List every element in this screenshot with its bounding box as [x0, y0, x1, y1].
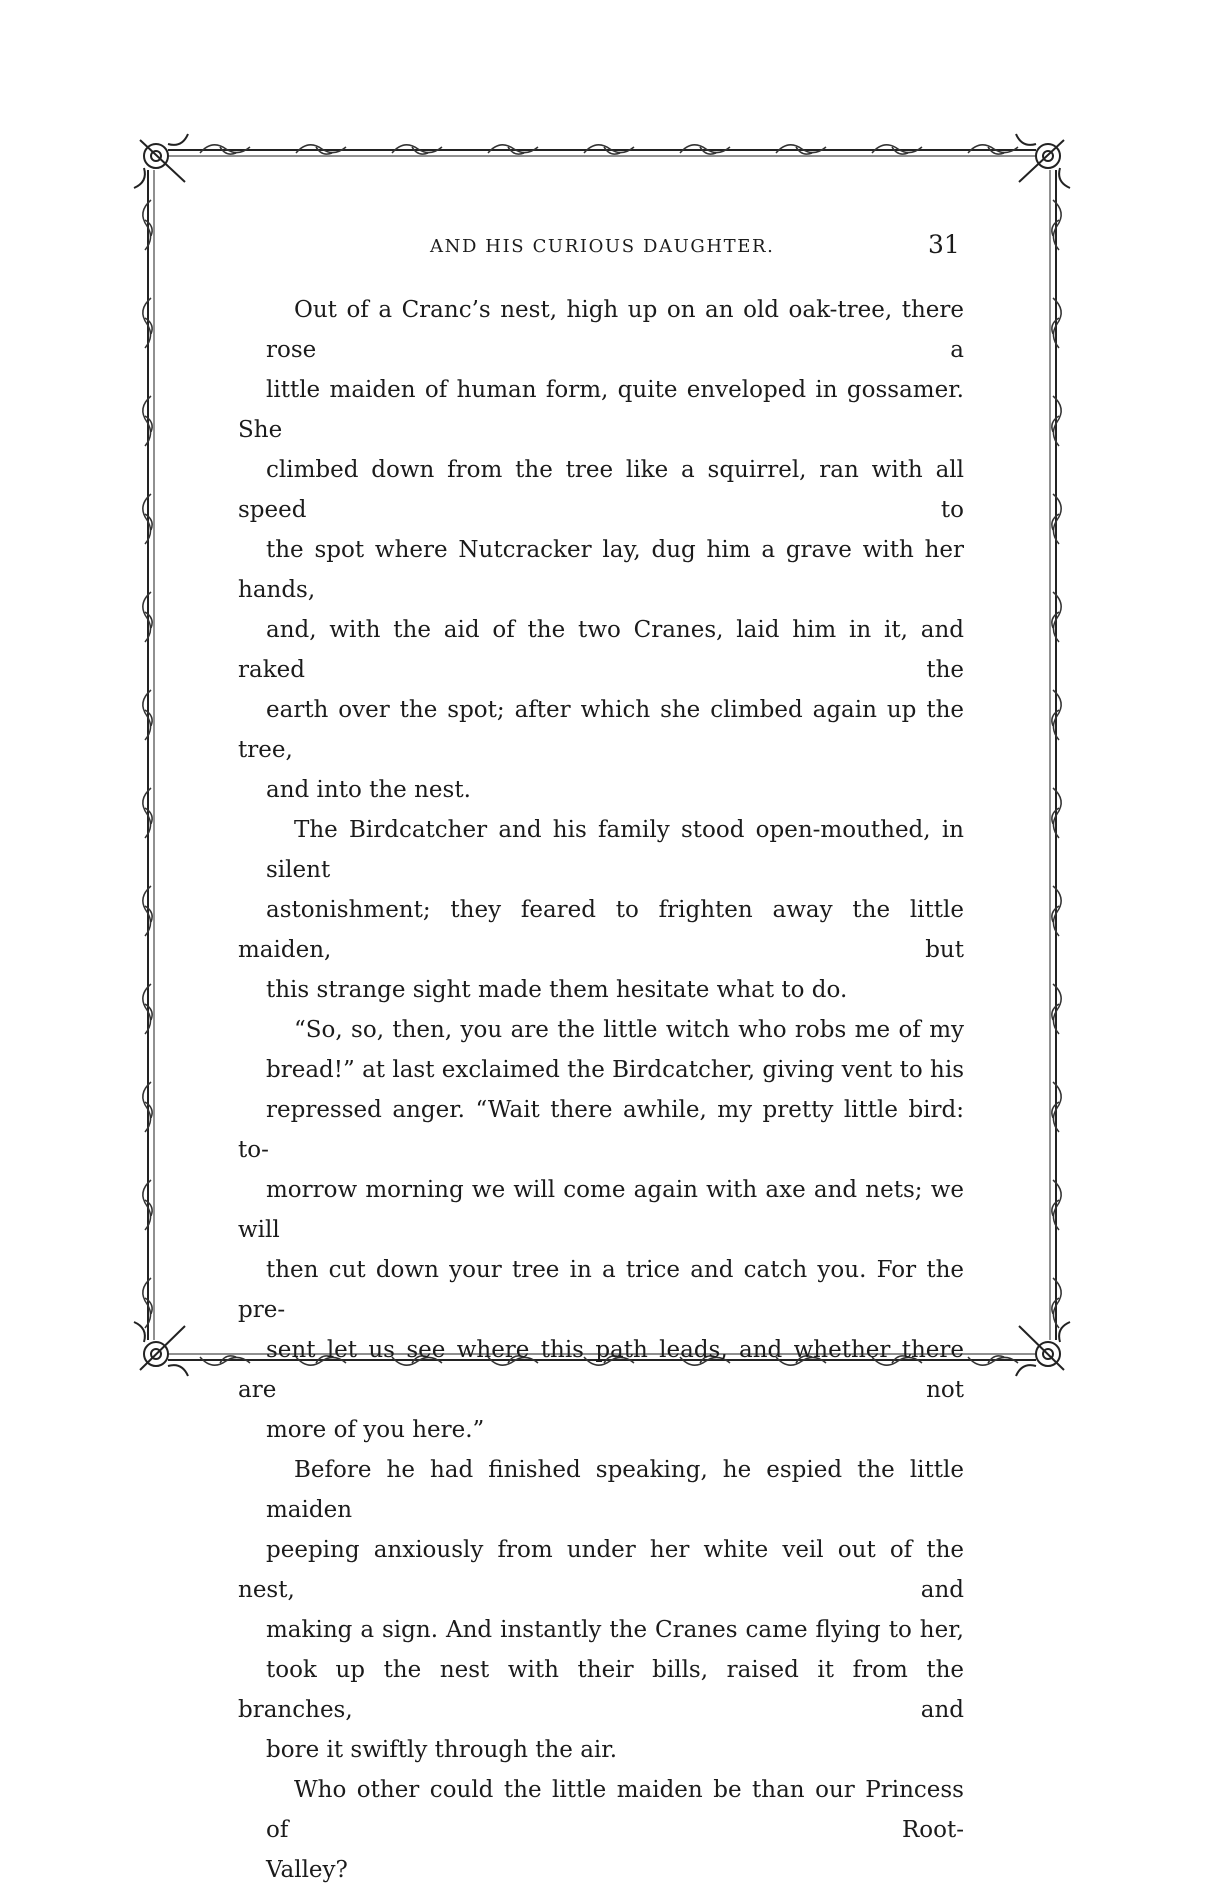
vine-ornament: [776, 145, 826, 154]
text-line: Valley?: [266, 1857, 348, 1883]
text-line: and, with the aid of the two Cranes, laid him in it, and raked the: [238, 617, 964, 683]
paragraph-4: [238, 1450, 964, 1770]
vine-ornament: [143, 592, 152, 642]
vine-ornament: [143, 788, 152, 838]
vine-ornament: [143, 1082, 152, 1132]
text-line: Before he had finished speaking, he espied the little maiden: [266, 1457, 964, 1523]
text-line: the spot where Nutcracker lay, dug him a grave with her hands,: [238, 537, 964, 603]
vine-ornament: [1052, 788, 1061, 838]
text-line: bore it swiftly through the air.: [266, 1737, 618, 1763]
text-line: took up the nest with their bills, raised it from the branches, and: [238, 1657, 964, 1723]
border-top-vines: [200, 145, 1018, 154]
text-line: then cut down your tree in a trice and catch you. For the pre-: [238, 1257, 964, 1323]
vine-ornament: [143, 1278, 152, 1328]
corner-ornament-bottom-left: [134, 1322, 188, 1376]
text-line: making a sign. And instantly the Cranes came flying to her,: [266, 1617, 964, 1643]
text-line: earth over the spot; after which she climbed again up the tree,: [238, 697, 964, 763]
page-number: 31: [928, 230, 960, 259]
paragraph-3: [238, 1010, 964, 1450]
paragraph-2: [238, 810, 964, 1010]
paragraph-1: [238, 290, 964, 810]
vine-ornament: [1052, 1180, 1061, 1230]
vine-ornament: [143, 1180, 152, 1230]
text-line: Out of a Cranc’s nest, high up on an old oak-tree, there rose a: [266, 297, 964, 363]
vine-ornament: [296, 145, 346, 154]
vine-ornament: [143, 886, 152, 936]
text-line: Who other could the little maiden be than our Princess of Root-: [266, 1777, 964, 1843]
vine-ornament: [1052, 298, 1061, 348]
vine-ornament: [143, 494, 152, 544]
vine-ornament: [1052, 200, 1061, 250]
vine-ornament: [584, 145, 634, 154]
text-line: and into the nest.: [266, 777, 471, 803]
vine-ornament: [1052, 1278, 1061, 1328]
vine-ornament: [872, 145, 922, 154]
vine-ornament: [143, 298, 152, 348]
vine-ornament: [1052, 494, 1061, 544]
text-line: more of you here.”: [266, 1417, 485, 1443]
vine-ornament: [143, 200, 152, 250]
text-line: astonishment; they feared to frighten away the little maiden, but: [238, 897, 964, 963]
border-left-vines: [143, 200, 152, 1328]
text-line: bread!” at last exclaimed the Birdcatcher, giving vent to his: [266, 1057, 964, 1083]
corner-ornament-top-left: [134, 134, 188, 188]
vine-ornament: [1052, 592, 1061, 642]
body-text: [238, 290, 964, 1890]
vine-ornament: [1052, 396, 1061, 446]
text-line: peeping anxiously from under her white veil out of the nest, and: [238, 1537, 964, 1603]
vine-ornament: [1052, 1082, 1061, 1132]
text-line: climbed down from the tree like a squirrel, ran with all speed to: [238, 457, 964, 523]
vine-ornament: [1052, 886, 1061, 936]
vine-ornament: [488, 145, 538, 154]
vine-ornament: [392, 145, 442, 154]
corner-ornament-top-right: [1016, 134, 1070, 188]
vine-ornament: [968, 1356, 1018, 1365]
vine-ornament: [143, 690, 152, 740]
vine-ornament: [143, 984, 152, 1034]
text-line: little maiden of human form, quite enveloped in gossamer. She: [238, 377, 964, 443]
corner-ornament-bottom-right: [1016, 1322, 1070, 1376]
text-line: morrow morning we will come again with axe and nets; we will: [238, 1177, 964, 1243]
text-line: The Birdcatcher and his family stood open-mouthed, in silent: [266, 817, 964, 883]
vine-ornament: [1052, 690, 1061, 740]
vine-ornament: [143, 396, 152, 446]
paragraph-5: [238, 1770, 964, 1890]
running-head: AND HIS CURIOUS DAUGHTER.: [430, 236, 775, 257]
text-line: sent let us see where this path leads, and whether there are not: [238, 1337, 964, 1403]
border-right-vines: [1052, 200, 1061, 1328]
text-line: “So, so, then, you are the little witch who robs me of my: [294, 1017, 964, 1043]
vine-ornament: [1052, 984, 1061, 1034]
text-line: this strange sight made them hesitate what to do.: [266, 977, 848, 1003]
text-line: repressed anger. “Wait there awhile, my pretty little bird: to-: [238, 1097, 964, 1163]
vine-ornament: [680, 145, 730, 154]
vine-ornament: [200, 145, 250, 154]
vine-ornament: [968, 145, 1018, 154]
